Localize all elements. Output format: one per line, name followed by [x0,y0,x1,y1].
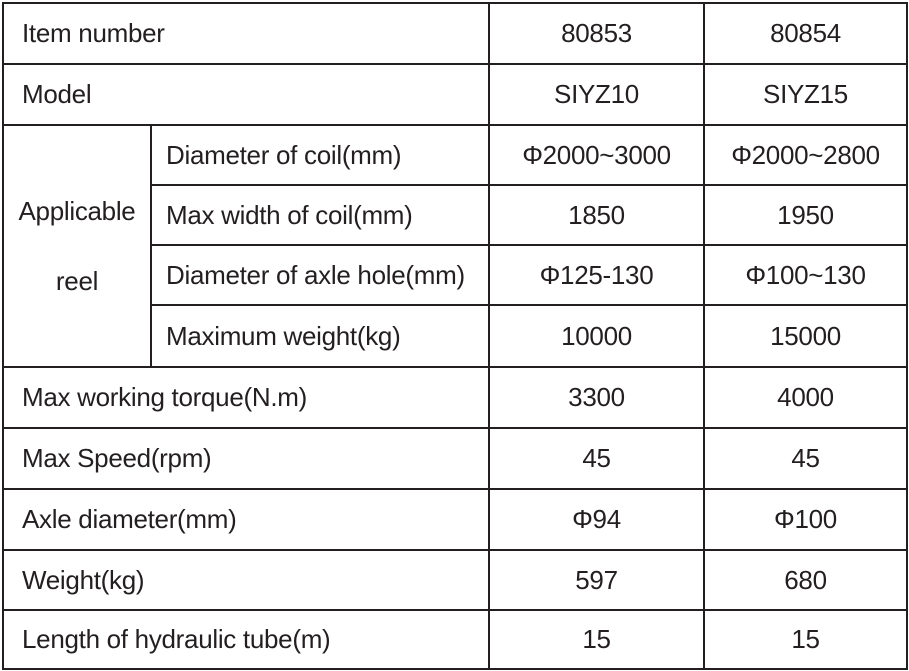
max-speed-col1: 45 [489,428,704,489]
max-speed-col2: 45 [704,428,907,489]
applicable-reel-group-label [3,125,151,367]
item-number-80854: 80854 [704,3,907,64]
max-weight-label: Maximum weight(kg) [151,305,489,367]
table-row-model [3,64,907,125]
table-row-max-speed [3,428,907,489]
weight-col2: 680 [704,550,907,610]
table-row-hydraulic-tube [3,610,907,669]
applicable-reel-line1: Applicable [18,196,136,226]
coil-width-col2: 1950 [704,185,907,245]
hydraulic-tube-col1: 15 [489,610,704,669]
applicable-reel-line2: reel [55,266,99,296]
coil-diameter-col1: Φ2000~3000 [489,125,704,185]
axle-hole-col1: Φ125-130 [489,245,704,305]
table-row-item-number [3,3,907,64]
axle-hole-col2: Φ100~130 [704,245,907,305]
table-row-weight [3,550,907,610]
item-number-80853: 80853 [489,3,704,64]
max-weight-col2: 15000 [704,305,907,367]
weight-label: Weight(kg) [3,550,489,610]
coil-width-col1: 1850 [489,185,704,245]
coil-diameter-label: Diameter of coil(mm) [151,125,489,185]
axle-hole-label: Diameter of axle hole(mm) [151,245,489,305]
table-row-working-torque [3,367,907,428]
axle-diameter-col2: Φ100 [704,489,907,550]
max-weight-col1: 10000 [489,305,704,367]
working-torque-label: Max working torque(N.m) [3,367,489,428]
max-speed-label: Max Speed(rpm) [3,428,489,489]
hydraulic-tube-col2: 15 [704,610,907,669]
axle-diameter-col1: Φ94 [489,489,704,550]
working-torque-col1: 3300 [489,367,704,428]
hydraulic-tube-label: Length of hydraulic tube(m) [3,610,489,669]
model-col1: SIYZ10 [489,64,704,125]
item-number-label: Item number [3,3,489,64]
axle-diameter-label: Axle diameter(mm) [3,489,489,550]
coil-diameter-col2: Φ2000~2800 [704,125,907,185]
weight-col1: 597 [489,550,704,610]
coil-width-label: Max width of coil(mm) [151,185,489,245]
table-row-axle-diameter [3,489,907,550]
model-label: Model [3,64,489,125]
working-torque-col2: 4000 [704,367,907,428]
model-col2: SIYZ15 [704,64,907,125]
spec-table [2,2,908,670]
table-row-coil-diameter [3,125,907,185]
